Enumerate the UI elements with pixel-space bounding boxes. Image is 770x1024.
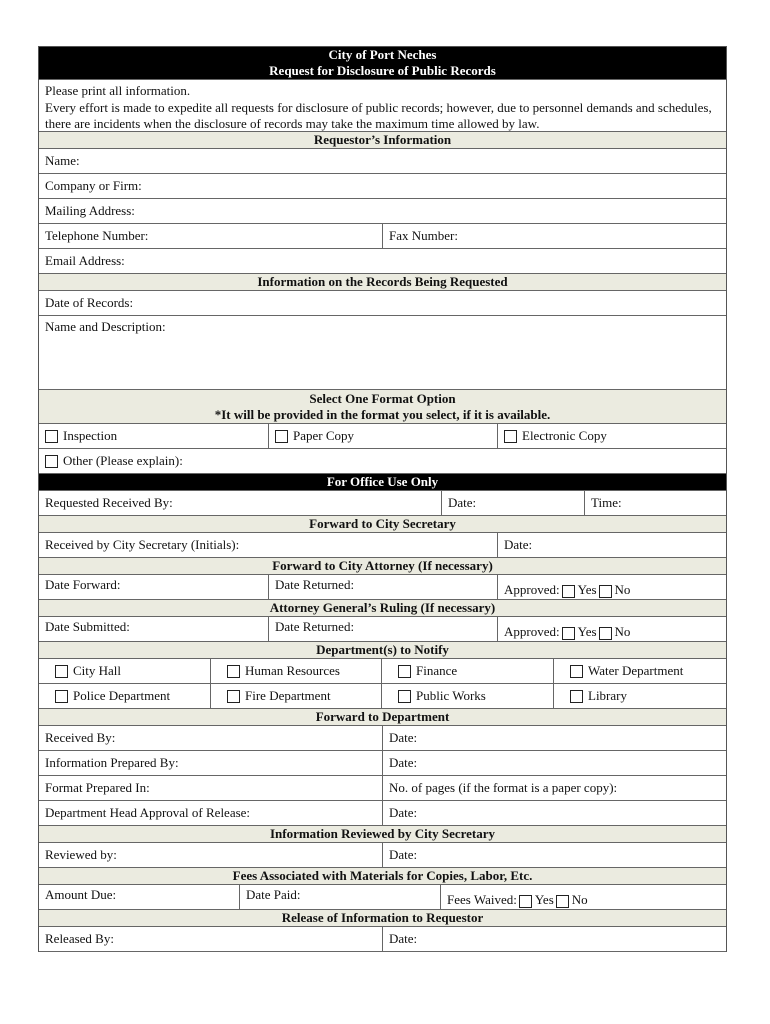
ag-approved-yes-checkbox[interactable] xyxy=(562,627,575,640)
option-other[interactable]: Other (Please explain): xyxy=(39,449,726,473)
ag-approved-no-checkbox[interactable] xyxy=(599,627,612,640)
fees-heading: Fees Associated with Materials for Copies, Labor, Etc. xyxy=(39,868,726,884)
secretary-initials-field[interactable]: Received by City Secretary (Initials): xyxy=(45,537,240,552)
office-date-field[interactable]: Date: xyxy=(441,491,584,515)
dept-finance[interactable]: Finance xyxy=(381,659,553,683)
company-field[interactable]: Company or Firm: xyxy=(45,178,142,193)
checkbox-fire-department[interactable] xyxy=(227,690,240,703)
checkbox-water-department[interactable] xyxy=(570,665,583,678)
forward-dept-heading: Forward to Department xyxy=(39,709,726,725)
email-field[interactable]: Email Address: xyxy=(45,253,125,268)
instruction-print: Please print all information. xyxy=(45,83,191,98)
number-of-pages-field[interactable]: No. of pages (if the format is a paper copy): xyxy=(382,776,726,800)
requested-received-by-field[interactable]: Requested Received By: xyxy=(45,495,173,510)
attorney-approved: Approved: Yes No xyxy=(497,575,726,599)
form-title-bar xyxy=(39,47,726,80)
dept-received-by-field[interactable]: Received By: xyxy=(45,730,116,745)
dept-fire[interactable]: Fire Department xyxy=(210,684,381,708)
form-title: Request for Disclosure of Public Records xyxy=(269,63,496,78)
fees-waived: Fees Waived: Yes No xyxy=(440,885,726,909)
reviewed-by-field[interactable]: Reviewed by: xyxy=(45,847,117,862)
dept-head-approval-date-field[interactable]: Date: xyxy=(382,801,726,825)
name-field[interactable]: Name: xyxy=(45,153,80,168)
requestor-heading: Requestor’s Information xyxy=(39,132,726,148)
reviewed-heading: Information Reviewed by City Secretary xyxy=(39,826,726,842)
ag-heading: Attorney General’s Ruling (If necessary) xyxy=(39,600,726,616)
released-by-field[interactable]: Released By: xyxy=(45,931,114,946)
attorney-approved-no-checkbox[interactable] xyxy=(599,585,612,598)
instructions xyxy=(39,80,726,132)
option-electronic-copy[interactable]: Electronic Copy xyxy=(497,424,726,448)
checkbox-electronic-copy[interactable] xyxy=(504,430,517,443)
records-request-form xyxy=(38,46,727,952)
telephone-field[interactable]: Telephone Number: xyxy=(45,228,149,243)
checkbox-other[interactable] xyxy=(45,455,58,468)
dept-public-works[interactable]: Public Works xyxy=(381,684,553,708)
date-paid-field[interactable]: Date Paid: xyxy=(239,885,440,909)
checkbox-police-department[interactable] xyxy=(55,690,68,703)
option-inspection[interactable]: Inspection xyxy=(39,424,268,448)
attorney-heading: Forward to City Attorney (If necessary) xyxy=(39,558,726,574)
ag-date-returned-field[interactable]: Date Returned: xyxy=(268,617,497,641)
reviewed-date-field[interactable]: Date: xyxy=(382,843,726,867)
dept-head-approval-field[interactable]: Department Head Approval of Release: xyxy=(45,805,251,820)
attorney-approved-yes-checkbox[interactable] xyxy=(562,585,575,598)
option-paper-copy[interactable]: Paper Copy xyxy=(268,424,497,448)
dept-police[interactable]: Police Department xyxy=(39,684,210,708)
info-prepared-by-field[interactable]: Information Prepared By: xyxy=(45,755,179,770)
dept-city-hall[interactable]: City Hall xyxy=(39,659,210,683)
format-prepared-in-field[interactable]: Format Prepared In: xyxy=(45,780,150,795)
instruction-disclosure: Every effort is made to expedite all requests for disclosure of public records; however, due to personnel demands and schedules, there are incidents when the disclosure of records may take the maximum time allowed by law. xyxy=(45,99,712,131)
checkbox-public-works[interactable] xyxy=(398,690,411,703)
checkbox-paper-copy[interactable] xyxy=(275,430,288,443)
checkbox-finance[interactable] xyxy=(398,665,411,678)
secretary-heading: Forward to City Secretary xyxy=(39,516,726,532)
checkbox-library[interactable] xyxy=(570,690,583,703)
checkbox-human-resources[interactable] xyxy=(227,665,240,678)
date-of-records-field[interactable]: Date of Records: xyxy=(45,295,134,310)
format-note: *It will be provided in the format you select, if it is available. xyxy=(214,406,551,422)
fees-waived-no-checkbox[interactable] xyxy=(556,895,569,908)
dept-water[interactable]: Water Department xyxy=(553,659,726,683)
secretary-date-field[interactable]: Date: xyxy=(497,533,726,557)
ag-approved: Approved: Yes No xyxy=(497,617,726,641)
fax-field[interactable]: Fax Number: xyxy=(382,224,726,248)
info-prepared-date-field[interactable]: Date: xyxy=(382,751,726,775)
mailing-address-field[interactable]: Mailing Address: xyxy=(45,203,135,218)
checkbox-inspection[interactable] xyxy=(45,430,58,443)
office-time-field[interactable]: Time: xyxy=(584,491,726,515)
format-heading: Select One Format Option xyxy=(309,390,456,406)
attorney-date-forward-field[interactable]: Date Forward: xyxy=(45,577,121,592)
office-use-heading: For Office Use Only xyxy=(39,474,726,490)
ag-date-submitted-field[interactable]: Date Submitted: xyxy=(45,619,130,634)
city-name: City of Port Neches xyxy=(328,47,437,62)
checkbox-city-hall[interactable] xyxy=(55,665,68,678)
departments-heading: Department(s) to Notify xyxy=(39,642,726,658)
dept-received-date-field[interactable]: Date: xyxy=(382,726,726,750)
amount-due-field[interactable]: Amount Due: xyxy=(45,887,117,902)
dept-human-resources[interactable]: Human Resources xyxy=(210,659,381,683)
fees-waived-yes-checkbox[interactable] xyxy=(519,895,532,908)
release-heading: Release of Information to Requestor xyxy=(39,910,726,926)
name-description-field[interactable]: Name and Description: xyxy=(45,319,166,334)
release-date-field[interactable]: Date: xyxy=(382,927,726,951)
records-heading: Information on the Records Being Requested xyxy=(39,274,726,290)
attorney-date-returned-field[interactable]: Date Returned: xyxy=(268,575,497,599)
dept-library[interactable]: Library xyxy=(553,684,726,708)
